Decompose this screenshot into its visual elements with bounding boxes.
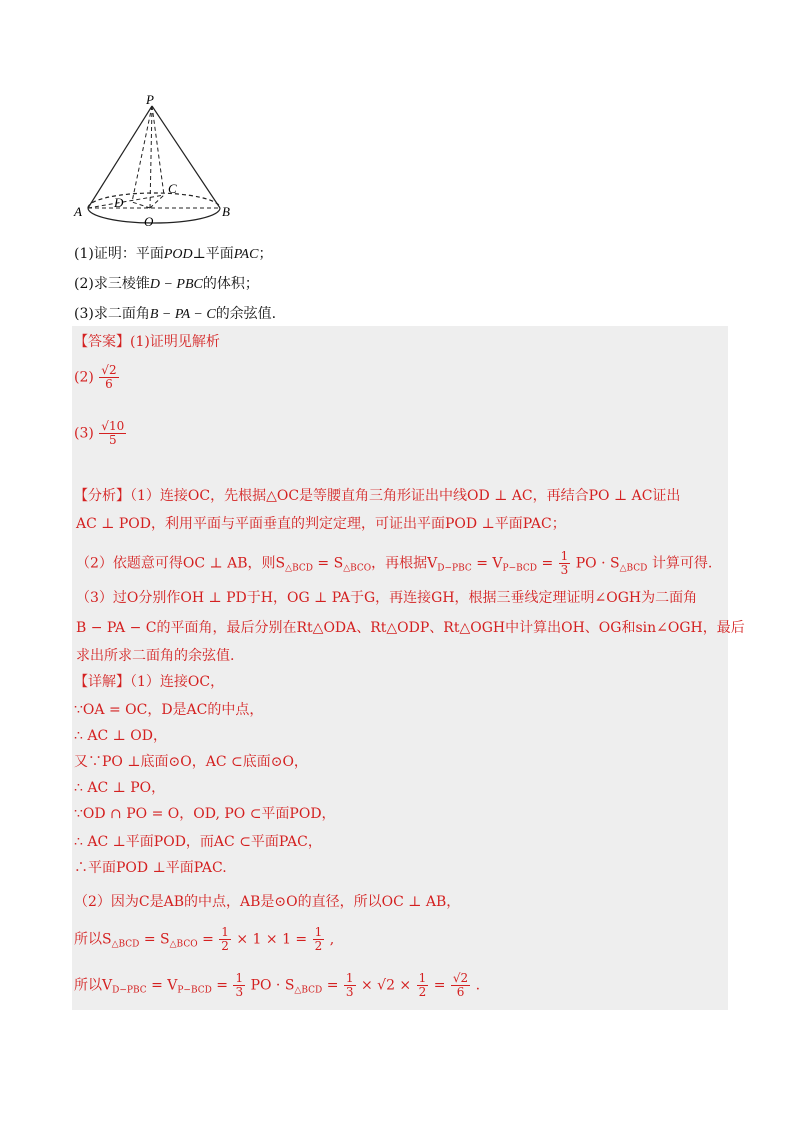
detail-line-0: 【详解】（1）连接OC，	[74, 674, 225, 690]
label-P: P	[146, 92, 154, 107]
detail-line-8: （2）因为C是AB的中点，AB是⊙O的直径，所以OC ⊥ AB，	[74, 894, 461, 910]
base-ellipse-back	[88, 193, 220, 208]
segment-OD	[132, 202, 150, 208]
question-2: (2)求三棱锥D − PBC的体积；	[74, 276, 259, 292]
analysis-line-1: 【分析】（1）连接OC，先根据△OC是等腰直角三角形证出中线OD ⊥ AC，再结合PO ⊥ AC证出	[74, 488, 681, 504]
edge-PD	[132, 106, 152, 202]
analysis-line-6: 求出所求二面角的余弦值.	[76, 648, 235, 664]
analysis-line-4: （3）过O分别作OH ⊥ PD于H，OG ⊥ PA于G，再连接GH，根据三垂线定理证明∠OGH为二面角	[76, 590, 698, 606]
label-A: A	[74, 204, 82, 219]
question-1: (1)证明：平面POD⊥平面PAC；	[74, 246, 273, 262]
question-3: (3)求二面角B − PA − C的余弦值.	[74, 306, 277, 322]
detail-line-1: ∵OA = OC，D是AC的中点，	[74, 702, 264, 718]
cone-figure	[70, 92, 240, 232]
detail-line-2: ∴ AC ⊥ OD，	[74, 728, 167, 744]
label-C: C	[168, 181, 177, 196]
detail-line-9: 所以$S_{\triangle BCD} = S_{\triangle BCO}$ = $\frac{1}{2}$ × 1 × 1 = $\frac{1}{2}$ ,	[74, 925, 335, 953]
analysis-line-5: B − PA − C的平面角，最后分别在Rt△ODA、Rt△ODP、Rt△OGH中计算出OH、OG和sin∠OGH，最后	[76, 620, 745, 636]
label-D: D	[114, 195, 124, 210]
detail-line-3: 又∵PO ⊥底面⊙O，AC ⊂底面⊙O，	[74, 754, 308, 770]
base-ellipse-front	[88, 208, 220, 223]
detail-line-5: ∵OD ∩ PO = O，OD, PO ⊂平面POD，	[74, 806, 336, 822]
label-O: O	[144, 214, 154, 229]
detail-line-6: ∴ AC ⊥平面POD，而AC ⊂平面PAC，	[74, 834, 322, 850]
edge-PC	[152, 106, 164, 195]
detail-line-7: ∴平面POD ⊥平面PAC.	[74, 860, 227, 876]
analysis-line-2: AC ⊥ POD，利用平面与平面垂直的判定定理，可证出平面POD ⊥平面PAC；	[76, 516, 566, 532]
detail-line-4: ∴ AC ⊥ PO，	[74, 780, 166, 796]
answer-3: (3) $\frac{√10}{5}$	[74, 419, 125, 447]
answer-1: 【答案】(1)证明见解析	[74, 334, 220, 350]
label-B: B	[222, 204, 230, 219]
analysis-line-3: （2）依题意可得OC ⊥ AB，则$S_{\triangle BCD} = S_{\triangle BCO}$，再根据$V_{D-PBC} = V_{P-BCD}$ = $\frac{1}{3}$ PO · $S_{\triangle BCD}$ 计算可得.	[76, 549, 713, 577]
answer-2: (2) $\frac{√2}{6}$	[74, 363, 117, 391]
detail-line-10: 所以$V_{D-PBC} = V_{P-BCD}$ = $\frac{1}{3}$ PO · $S_{\triangle BCD}$ = $\frac{1}{3}$ × √2 × $\frac{1}{2}$ = $\frac{√2}{6}$ .	[74, 971, 481, 999]
